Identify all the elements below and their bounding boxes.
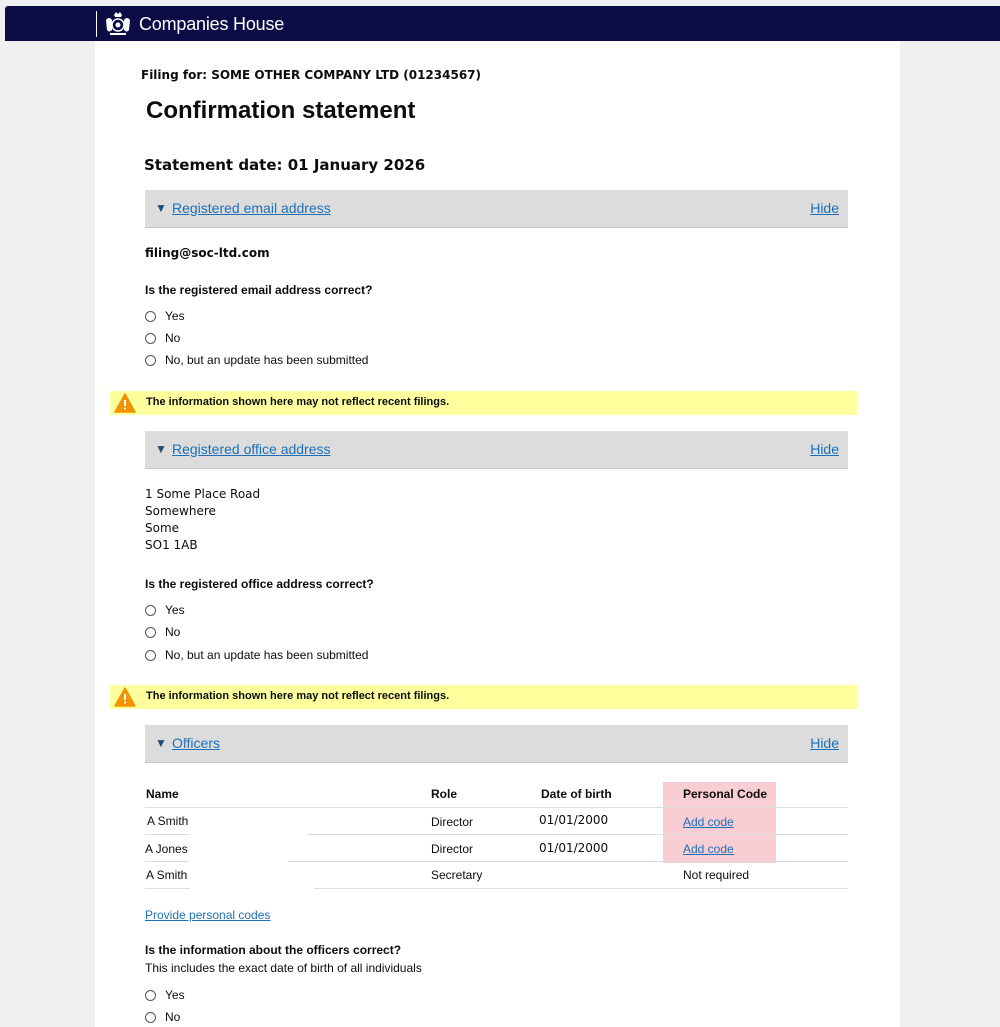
radio-circle[interactable]	[145, 627, 156, 638]
redaction-patch	[190, 887, 314, 890]
email-question: Is the registered email address correct?	[145, 283, 373, 297]
warning-text: The information shown here may not reflect recent filings.	[146, 396, 450, 408]
section-officers-header	[145, 725, 848, 763]
header-divider	[96, 11, 97, 37]
radio-label: Yes	[165, 309, 185, 323]
radio-label: No, but an update has been submitted	[165, 648, 369, 662]
radio-label: No	[165, 331, 181, 345]
filing-for: Filing for: SOME OTHER COMPANY LTD (01234567)	[141, 68, 482, 82]
warning-banner	[110, 685, 857, 709]
add-code-link[interactable]: Add code	[683, 815, 734, 829]
radio-circle[interactable]	[145, 1012, 156, 1023]
office-radio-no[interactable]	[145, 624, 180, 640]
office-radio-update-submitted[interactable]	[145, 647, 368, 663]
expand-triangle-icon[interactable]: ▼	[155, 736, 167, 750]
section-email-header	[145, 190, 848, 228]
section-email-title[interactable]: Registered email address	[172, 200, 331, 216]
radio-circle[interactable]	[145, 605, 156, 616]
email-radio-yes[interactable]	[145, 308, 185, 324]
office-question: Is the registered office address correct?	[145, 577, 374, 591]
radio-circle[interactable]	[145, 355, 156, 366]
warning-banner	[110, 391, 857, 415]
warning-icon	[114, 687, 136, 707]
officer-role: Director	[431, 842, 474, 856]
page-title: Confirmation statement	[146, 97, 416, 124]
officer-role: Director	[431, 815, 474, 829]
officer-name: A Jones	[145, 842, 188, 856]
section-email-hide-link[interactable]: Hide	[810, 200, 839, 216]
radio-label: Yes	[165, 603, 185, 617]
radio-label: Yes	[165, 988, 185, 1002]
email-value: filing@soc-ltd.com	[145, 246, 270, 260]
brand-name[interactable]: Companies House	[139, 14, 285, 34]
radio-circle[interactable]	[145, 311, 156, 322]
officers-radio-no[interactable]	[145, 1009, 180, 1025]
officer-dob: 01/01/2000	[539, 813, 609, 827]
section-office-title[interactable]: Registered office address	[172, 441, 331, 457]
section-officers-title[interactable]: Officers	[172, 735, 220, 751]
redaction-patch	[188, 860, 288, 863]
radio-label: No	[165, 1010, 181, 1024]
radio-label: No	[165, 625, 181, 639]
redaction-patch	[190, 833, 308, 836]
column-header-name: Name	[146, 787, 179, 801]
table-row-divider	[145, 807, 848, 808]
officers-question: Is the information about the officers correct?	[145, 943, 402, 957]
address-line: SO1 1AB	[145, 538, 198, 552]
radio-circle[interactable]	[145, 650, 156, 661]
expand-triangle-icon[interactable]: ▼	[155, 201, 167, 215]
section-officers-hide-link[interactable]: Hide	[810, 735, 839, 751]
page-container	[95, 41, 900, 1027]
address-line: 1 Some Place Road	[145, 487, 261, 501]
officer-role: Secretary	[431, 868, 483, 882]
column-header-personal-code: Personal Code	[683, 787, 768, 801]
add-code-link[interactable]: Add code	[683, 842, 734, 856]
warning-text: The information shown here may not reflect recent filings.	[146, 690, 450, 702]
section-office-hide-link[interactable]: Hide	[810, 441, 839, 457]
email-radio-update-submitted[interactable]	[145, 352, 368, 368]
radio-label: No, but an update has been submitted	[165, 353, 369, 367]
warning-icon	[114, 393, 136, 413]
officer-name: A Smith	[146, 868, 188, 882]
column-header-role: Role	[431, 787, 458, 801]
section-office-header	[145, 431, 848, 469]
personal-code-status: Not required	[683, 868, 750, 882]
email-radio-no[interactable]	[145, 330, 180, 346]
officers-radio-yes[interactable]	[145, 987, 185, 1003]
column-header-dob: Date of birth	[541, 787, 612, 801]
office-radio-yes[interactable]	[145, 602, 185, 618]
officer-name: A Smith	[147, 814, 189, 828]
radio-circle[interactable]	[145, 333, 156, 344]
address-line: Somewhere	[145, 504, 216, 518]
statement-date: Statement date: 01 January 2026	[144, 156, 426, 174]
officer-dob: 01/01/2000	[539, 841, 609, 855]
provide-personal-codes-link[interactable]: Provide personal codes	[145, 908, 271, 922]
expand-triangle-icon[interactable]: ▼	[155, 442, 167, 456]
royal-crest-icon[interactable]	[103, 10, 133, 38]
radio-circle[interactable]	[145, 990, 156, 1001]
address-line: Some	[145, 521, 180, 535]
officers-hint: This includes the exact date of birth of all individuals	[145, 961, 422, 975]
site-header	[5, 6, 1000, 41]
